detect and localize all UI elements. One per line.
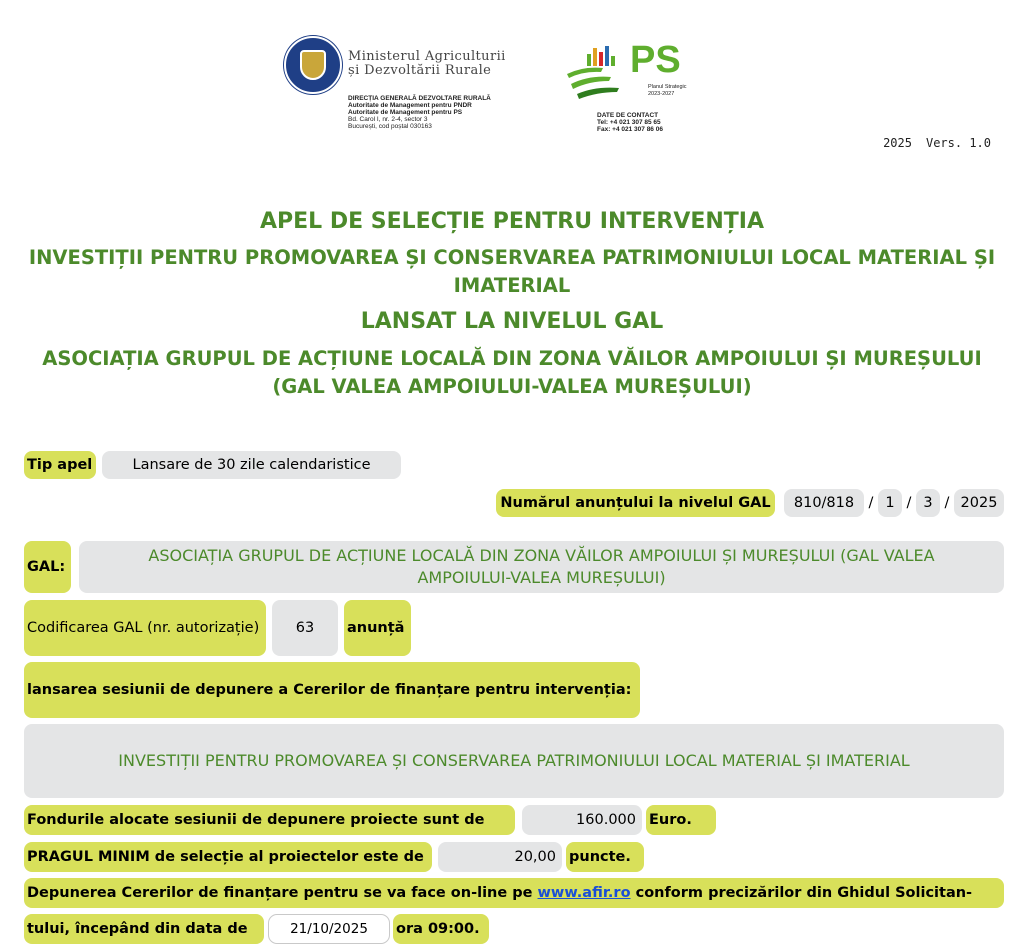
ministry-name-line1: Ministerul Agriculturii xyxy=(348,49,506,64)
fonduri-unit: Euro. xyxy=(646,805,716,835)
gal-value: ASOCIAȚIA GRUPUL DE ACȚIUNE LOCALĂ DIN ZONA VĂILOR AMPOIULUI ȘI MUREȘULUI (GAL VALEA AMPOIULUI-VALEA MUREȘULUI) xyxy=(148,546,935,587)
nr-anunt-label: Numărul anunțului la nivelul GAL xyxy=(496,489,775,517)
address-line: Autoritate de Management pentru PS xyxy=(348,109,463,116)
tip-apel-label: Tip apel xyxy=(24,451,96,479)
contact-fax: Fax: +4 021 307 86 06 xyxy=(597,126,663,133)
interventie-value: INVESTIȚII PENTRU PROMOVAREA ȘI CONSERVAREA PATRIMONIULUI LOCAL MATERIAL ȘI IMATERIAL xyxy=(118,751,910,770)
nr-anunt-part-3: 3 xyxy=(916,489,940,517)
gal-value-box xyxy=(79,541,1004,593)
address-line: DIRECȚIA GENERALĂ DEZVOLTARE RURALĂ xyxy=(348,95,491,102)
contact-tel: Tel: +4 021 307 85 65 xyxy=(597,119,661,126)
fonduri-value: 160.000 xyxy=(522,805,642,835)
ps-logo-text: PS xyxy=(630,39,681,81)
contact-title: DATE DE CONTACT xyxy=(597,112,659,119)
nr-anunt-separator: / xyxy=(906,495,912,511)
depunere-label xyxy=(24,878,1004,908)
gal-label: GAL: xyxy=(24,541,71,593)
government-seal-icon xyxy=(284,36,342,94)
title-intervention: INVESTIȚII PENTRU PROMOVAREA ȘI CONSERVAREA PATRIMONIULUI LOCAL MATERIAL ȘI IMATERIAL xyxy=(28,246,996,297)
depunere-text-post: conform precizărilor din Ghidul Solicitan- xyxy=(635,885,973,901)
ministry-name-line2: și Dezvoltării Rurale xyxy=(348,63,492,78)
start-hour-label: ora 09:00. xyxy=(393,914,489,944)
depunere-text-pre: Depunerea Cererilor de finanțare pentru se va face on-line pe xyxy=(27,885,533,901)
nr-anunt-separator: / xyxy=(868,495,874,511)
prag-value: 20,00 xyxy=(438,842,562,872)
prag-label: PRAGUL MINIM de selecție al proiectelor este de xyxy=(24,842,432,872)
nr-anunt-part-2: 1 xyxy=(878,489,902,517)
ps-logo-bars-icon xyxy=(563,44,625,102)
nr-anunt-separator: / xyxy=(944,495,950,511)
address-line: Autoritate de Management pentru PNDR xyxy=(348,102,472,109)
address-line: București, cod poștal 030163 xyxy=(348,123,432,130)
start-date-label: tului, începând din data de xyxy=(24,914,264,944)
version-number: Vers. 1.0 xyxy=(925,136,991,150)
ps-logo-subtitle: Planul Strategic xyxy=(648,84,687,90)
version-info xyxy=(869,136,991,150)
nr-anunt-part-4: 2025 xyxy=(954,489,1004,517)
start-date-value: 21/10/2025 xyxy=(268,914,390,944)
title-launch-level: LANSAT LA NIVELUL GAL xyxy=(360,309,664,334)
ps-logo-years: 2023-2027 xyxy=(648,91,675,97)
title-gal-name: ASOCIAȚIA GRUPUL DE ACȚIUNE LOCALĂ DIN ZONA VĂILOR AMPOIULUI ȘI MUREȘULUI (GAL VALEA AMPOIULUI-VALEA MUREȘULUI) xyxy=(42,347,982,398)
tip-apel-value: Lansare de 30 zile calendaristice xyxy=(102,451,401,479)
lansarea-label: lansarea sesiunii de depunere a Cererilor de finanțare pentru intervenția: xyxy=(24,662,640,718)
nr-anunt-part-1: 810/818 xyxy=(784,489,864,517)
afir-link[interactable]: www.afir.ro xyxy=(537,885,631,901)
version-year: 2025 xyxy=(883,136,912,150)
codificare-value: 63 xyxy=(272,600,338,656)
prag-unit: puncte. xyxy=(566,842,644,872)
anunta-label: anunță xyxy=(344,600,411,656)
codificare-label: Codificarea GAL (nr. autorizație) xyxy=(24,600,266,656)
fonduri-label: Fondurile alocate sesiunii de depunere proiecte sunt de xyxy=(24,805,515,835)
address-line: Bd. Carol I, nr. 2-4, sector 3 xyxy=(348,116,428,123)
interventie-box xyxy=(24,724,1004,798)
title-main: APEL DE SELECȚIE PENTRU INTERVENȚIA xyxy=(259,209,765,234)
